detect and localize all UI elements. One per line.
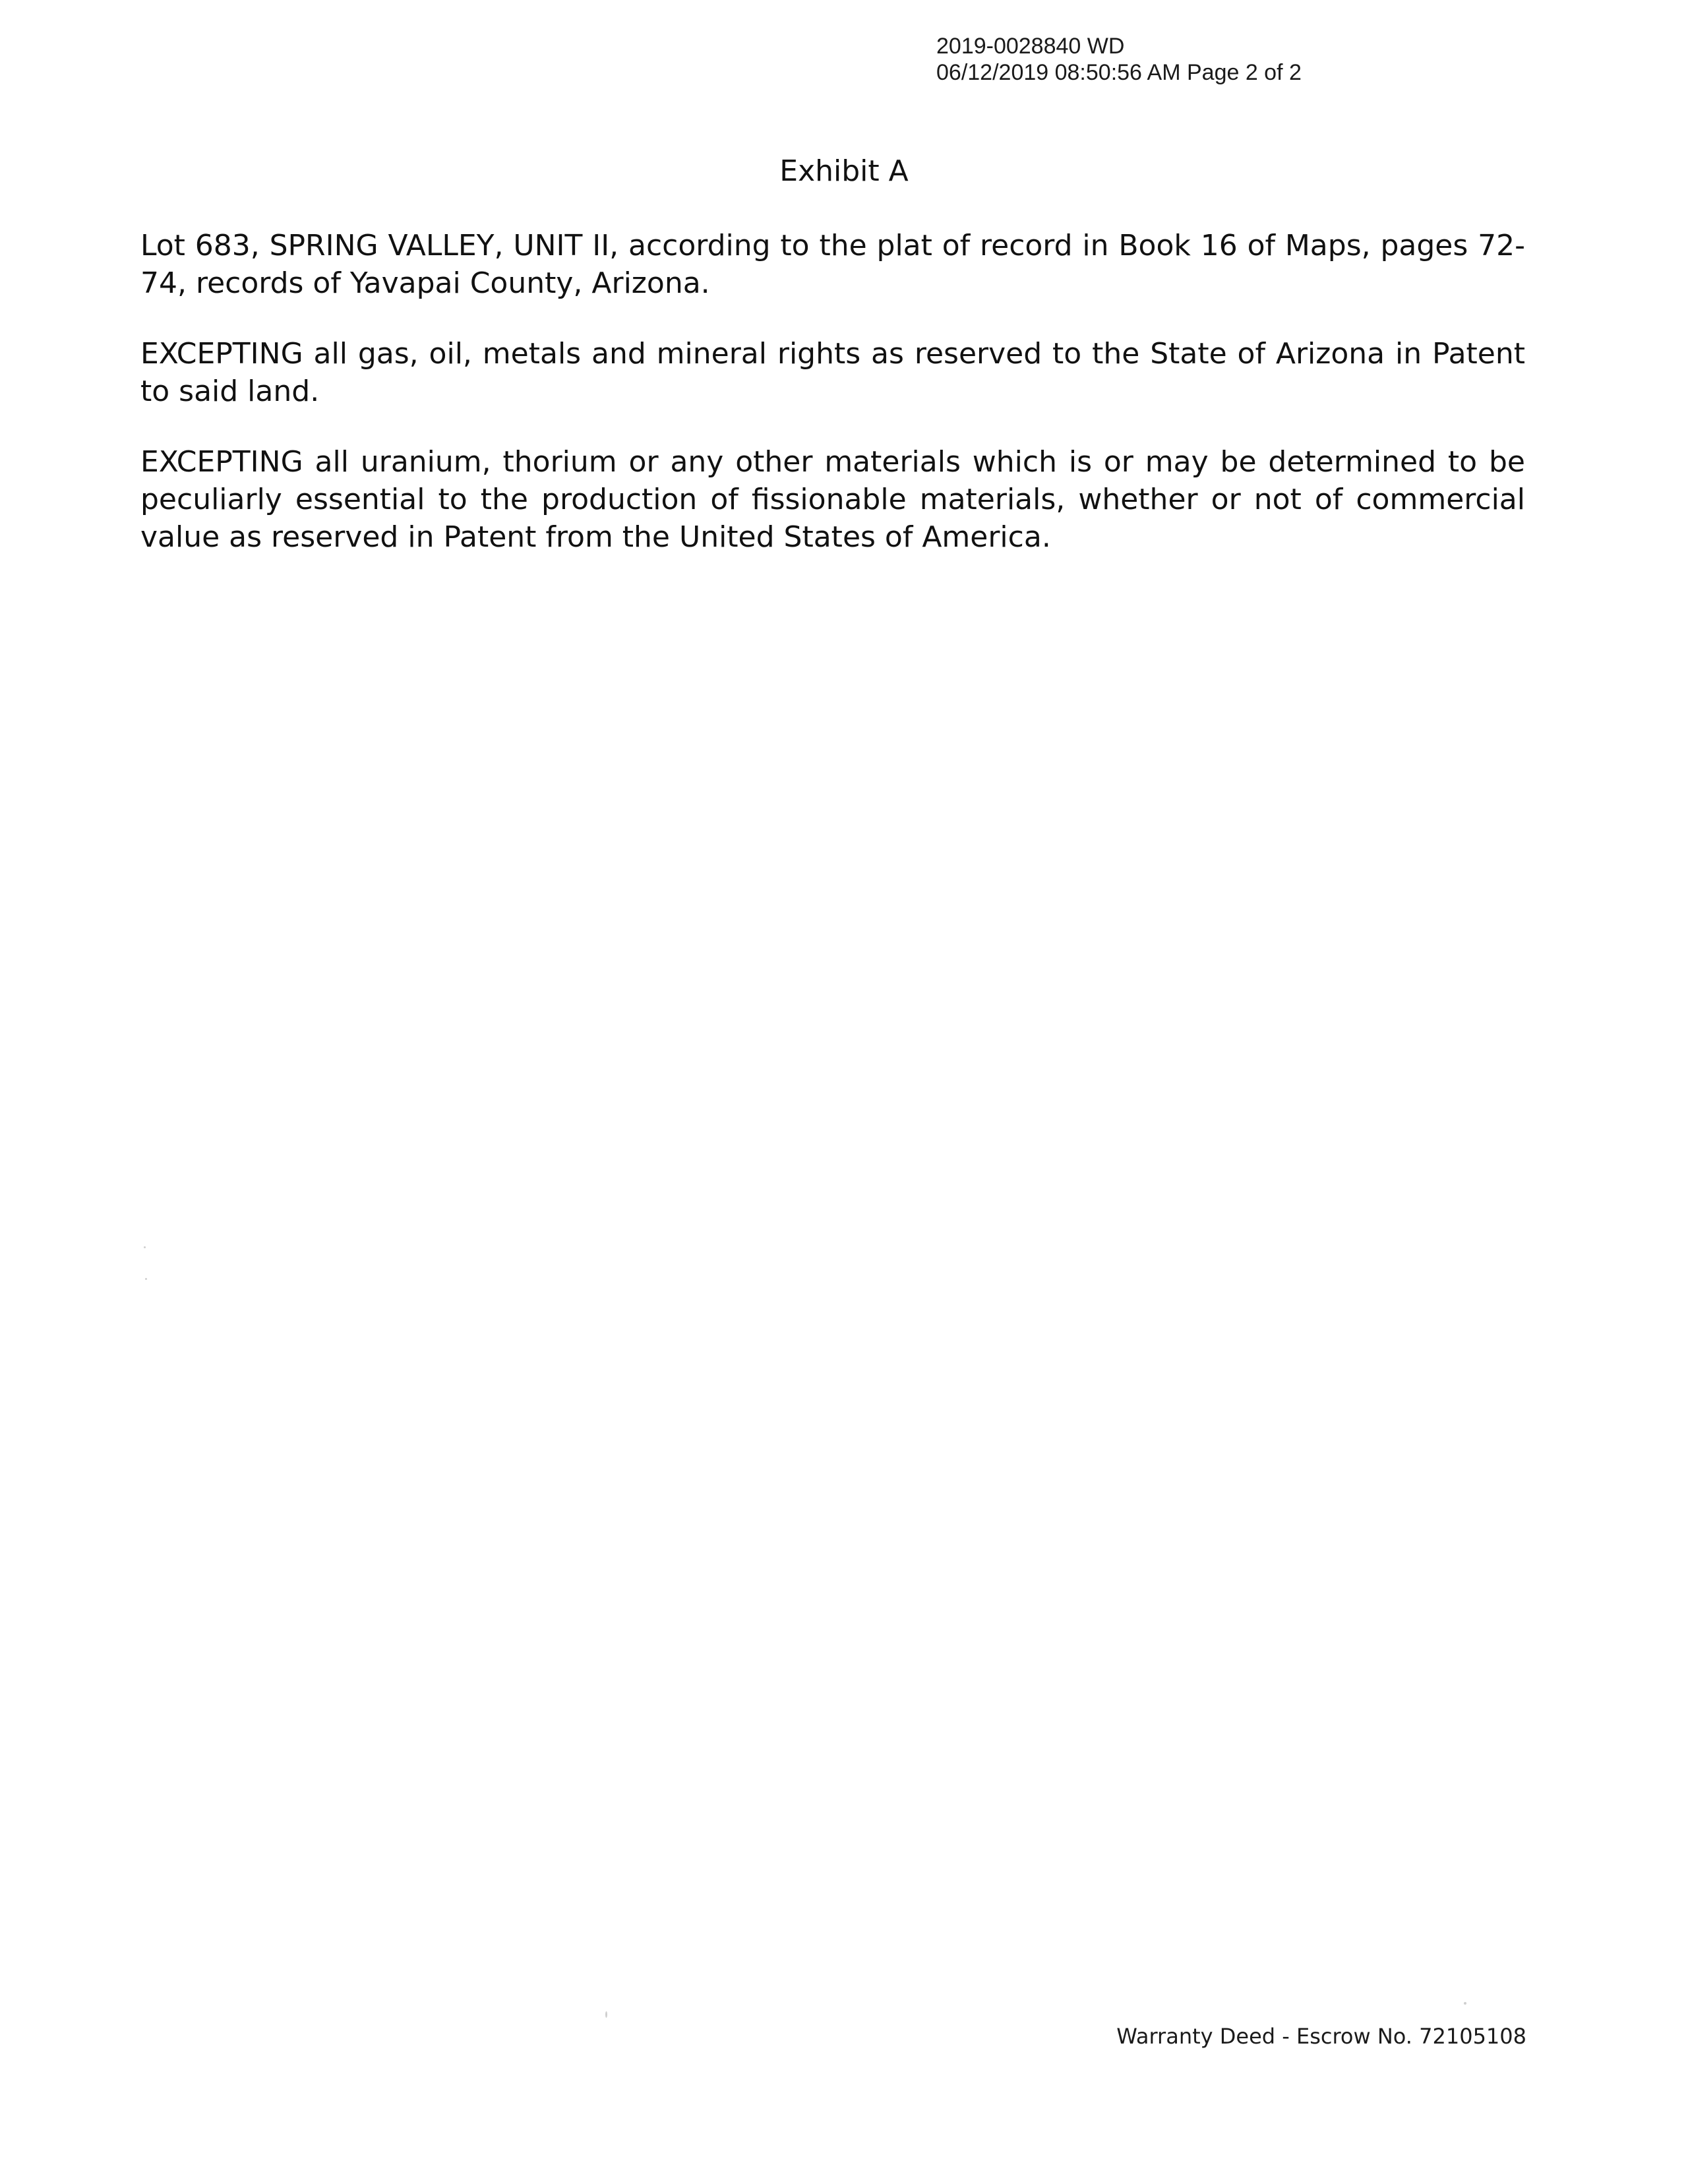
footer-escrow-number: Warranty Deed - Escrow No. 72105108: [1116, 2024, 1526, 2049]
recording-stamp: [936, 33, 1302, 86]
document-number: 2019-0028840 WD: [936, 34, 1125, 59]
lot-description-paragraph: Lot 683, SPRING VALLEY, UNIT II, according to the plat of record in Book 16 of Maps, pages 72-74, records of Yavapai County, Arizona.: [140, 229, 1525, 300]
mineral-rights-exception-paragraph: EXCEPTING all gas, oil, metals and mineral rights as reserved to the State of Arizona in Patent to said land.: [140, 337, 1525, 408]
scan-speck: [145, 1278, 147, 1280]
recording-date-page: 06/12/2019 08:50:56 AM Page 2 of 2: [936, 60, 1302, 85]
scan-speck: [1464, 2002, 1466, 2005]
scan-speck: [605, 2011, 607, 2018]
legal-description: [140, 227, 1525, 589]
scan-speck: [144, 1246, 146, 1248]
fissionable-materials-exception-paragraph: EXCEPTING all uranium, thorium or any other materials which is or may be determined to be peculiarly essential to the production of fissionable materials, whether or not of commercial value as reserved in Patent from the United States of America.: [140, 445, 1525, 554]
exhibit-title: Exhibit A: [779, 154, 909, 188]
